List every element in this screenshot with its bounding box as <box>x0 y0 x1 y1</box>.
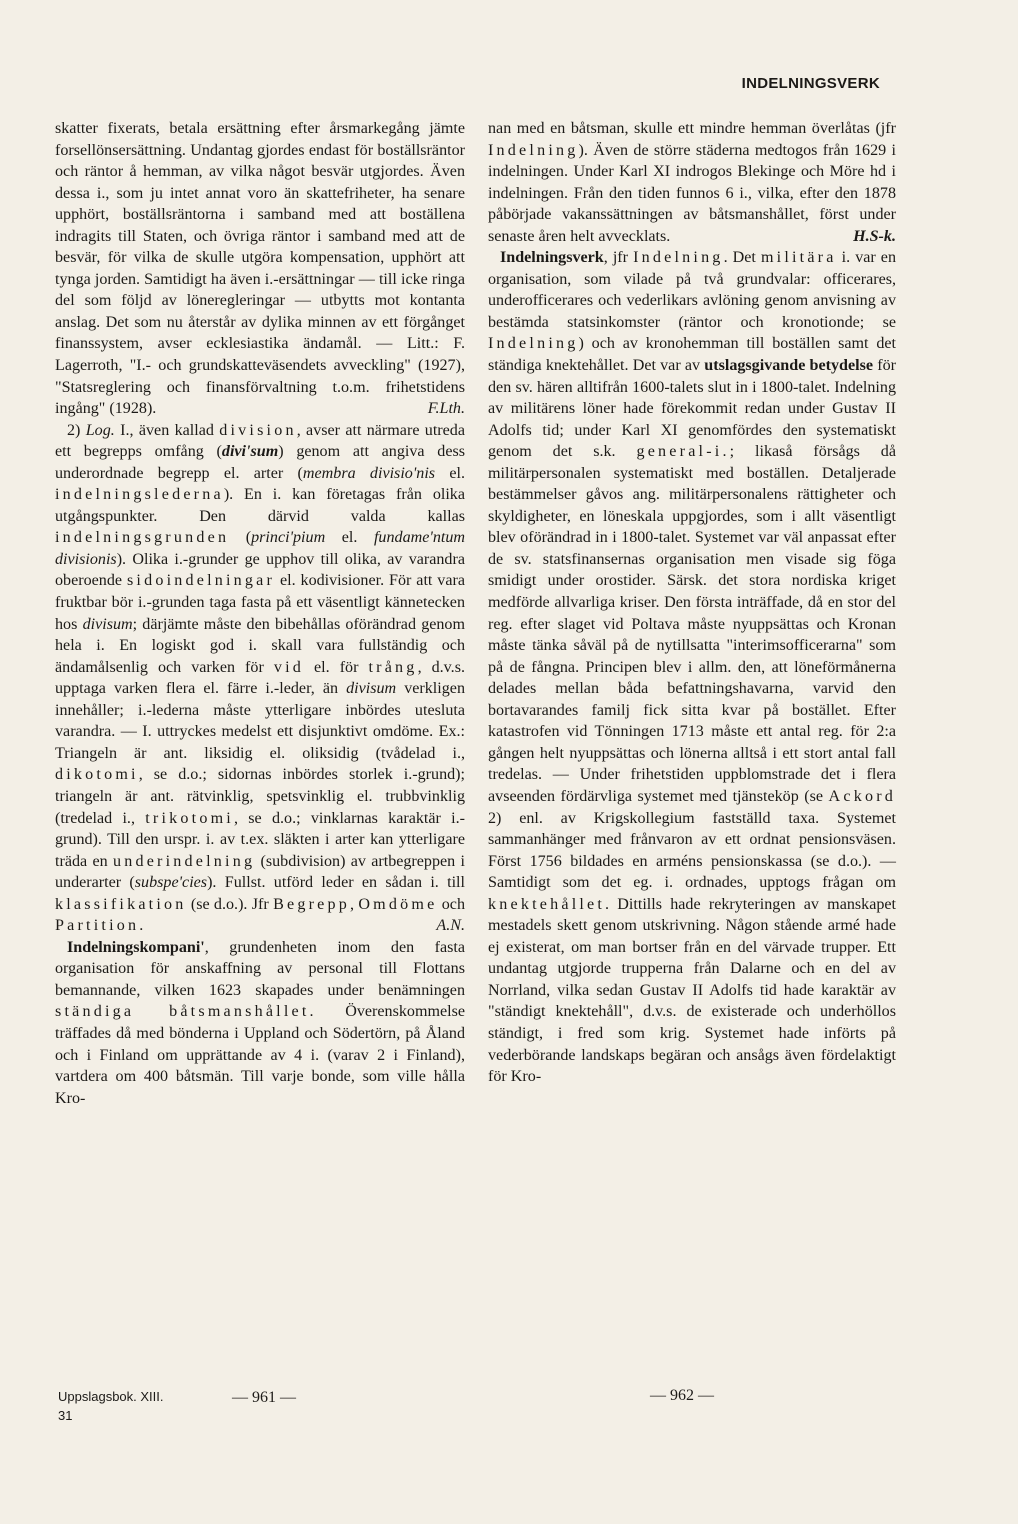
footer-book-info <box>58 1387 164 1425</box>
author-signature: A.N. <box>436 917 465 935</box>
left-column <box>55 118 465 1109</box>
page-number-left: — 961 — <box>232 1389 296 1406</box>
entry-logic: 2) Log. I., även kallad division, avser att närmare utreda ett begrepps omfång (divi'sum) genom att angiva dess underordnade begrepp el. arter (membra divisio'nis el. indelningslederna). En i. kan företagas från olika utgångspunkter. Den därvid valda kallas indelningsgrunden (princi'pium el. fundame'ntum divisionis). Olika i.-grunder ge upphov till olika, av varandra oberoende sidoindelningar el. kodivisioner. För att vara fruktbar bör i.-grunden taga fasta på ett väsentligt kännetecken hos divisum; därjämte måste den bibehållas oförändrad genom hela i. En logiskt god i. skall vara fullständig och ändamålsenlig och varken för vid el. för trång, d.v.s. upptaga varken flera el. färre i.-leder, än divisum verkligen innehåller; i.-lederna måste ytterligare inbördes utesluta varandra. — I. uttryckes medelst ett disjunktivt omdöme. Ex.: Triangeln är ant. liksidig el. oliksidig (tvådelad i., dikotomi, se d.o.; sidornas inbördes storlek i.-grund); triangeln är ant. rätvinklig, spetsvinklig el. trubbvinklig (tredelad i., trikotomi, se d.o.; vinklarnas karaktär i.-grund). Till den urspr. i. av t.ex. släkten i arter kan ytterligare träda en underindelning (subdivision) av artbegreppen i underarter (subspe'cies). Fullst. utförd leder en sådan i. till klassifikation (se d.o.). Jfr Begrepp, Omdöme och Partition. A.N. <box>55 420 465 937</box>
footer-sheet-number: 31 <box>58 1408 73 1423</box>
entry-headword: Indelningsverk <box>500 249 604 267</box>
author-signature: H.S-k. <box>853 227 896 245</box>
paragraph-text: skatter fixerats, betala ersättning efter årsmarkegång jämte forsellönsersättning. Undantag gjordes endast för boställsräntor och räntor å hemman, av vilka något besvär utgjordes. Även dessa i., som ju intet annat voro än skattefriheter, ha senare upphört, boställsräntorna i samband med att boställena indragits till Staten, och övriga räntor i samband med att de besvär, för vilka de skulle utgöra kompensation, upphört att tynga jorden. Samtidigt ha även i.-ersättningar — till icke ringa del som följd av löneregleringar — utbytts mot kontanta anslag. Det som nu återstår av dylika minnen av ett förgånget finanssystem, avser ecklesiastika ändamål. — Litt.: F. Lagerroth, "I.- och grundskatteväsendets avveckling" (1927), "Statsreglering och finansförvaltning t.o.m. frihetstidens ingång" (1928). <box>55 120 465 418</box>
entry-indelningsverk: Indelningsverk, jfr Indelning. Det militära i. var en organisation, som vilade på två grundvalar: officerares, underofficerares och vederlikars avlöning genom anvisning av bestämda statsinkomster (räntor och kronotionde; se Indelning) och av kronohemman till boställen samt det ständiga knektehållet. Det var av utslagsgivande betydelse för den sv. hären alltifrån 1600-talets slut in i 1800-talet. Indelning av militärens löner hade förekommit redan under Gustav II Adolfs tid; under Karl XI genomfördes den systematiskt genom det s.k. general-i.; likaså försågs då militärpersonalen systematiskt med boställen. Detaljerade bestämmelser gåvos ang. militärpersonalens rättigheter och skyldigheter, en löneskala uppgjordes, som i allt väsentligt blev oförändrad in i 1800-talet. Systemet var väl anpassat efter de sv. statsfinansernas organisation men visade sig föga smidigt under orostider. Särsk. det stora nordiska kriget medförde allvarliga kriser. Den första inträffade, då en stor del reg. efter slaget vid Poltava måste nyuppsättas och Kronan måste tänka såväl på de nytillsatta "interimsofficerarna" som på de fångna. Principen blev i allm. den, att löneförmånerna delades mellan båda befattningshavarna, varvid den bortavarandes familj fick sitta kvar på bostället. Efter katastrofen vid Tönningen 1713 måste ett antal reg. för 2:a gången helt nyuppsättas och lönerna alltså i ett stort antal fall tredelas. — Under frihetstiden uppblomstrade det i flera avseenden fördärvliga systemet med tjänsteköp (se Ackord 2) enl. av Krigskollegium fastställd taxa. Systemet sammanhänger med frånvaron av ett ordnat pensionsväsen. Först 1756 bildades en arméns pensionskassa (se d.o.). — Samtidigt som det eg. i. ordnades, upptogs frågan om knektehållet. Dittills hade rekryteringen av manskapet mestadels skett genom utskrivning. Någon stående armé hade ej existerat, om man bortser från en del värvade trupper. Ett undantag utgjorde trupperna från Dalarne och en del av Norrland, vilka sedan Gustav II Adolfs tid hade karaktär av "ständigt knektehåll", d.v.s. de existerade och underhöllos ständigt, i fred som krig. Systemet hade införts på vederbörande landskaps begäran och ansågs även fördelaktigt för Kro- <box>488 249 896 1086</box>
running-head: INDELNINGSVERK <box>741 75 880 92</box>
entry-indelningskompani: Indelningskompani', grundenheten inom den fasta organisation för anskaffning av personal till Flottans bemannande, vilken 1623 skapades under benämningen ständiga båtsmanshållet. Överenskommelse träffades då med bönderna i Uppland och Södertörn, på Åland och i Finland om upprättande av 4 i. (varav 2 i Finland), vartdera om 400 båtsmän. Till varje bonde, som ville hålla Kro- <box>55 938 466 1107</box>
entry-headword: Indelningskompani' <box>67 938 205 956</box>
entry-continuation <box>55 118 465 420</box>
right-column <box>488 118 896 1088</box>
page-number-right: — 962 — <box>650 1387 714 1404</box>
footer-book-title: Uppslagsbok. XIII. <box>58 1389 164 1404</box>
author-signature: F.Lth. <box>427 400 465 418</box>
entry-continuation: nan med en båtsman, skulle ett mindre hemman överlåtas (jfr Indelning). Även de större städerna medtogos från 1629 i indelningen. Under Karl XI indrogos Blekinge och Möre hd i indelningen. Från den tiden funnos 6 i., vilka, efter den 1878 påbörjade vakanssättningen av båtsmanshållet, först under senaste åren helt avvecklats. H.S-k. <box>488 118 896 247</box>
